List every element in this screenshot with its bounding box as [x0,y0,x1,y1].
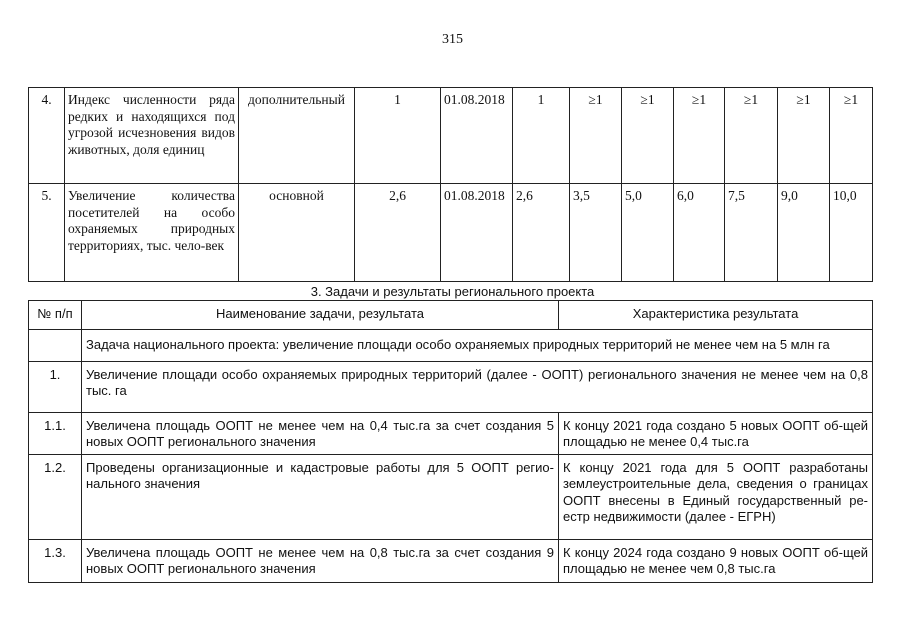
indicator-number: 5. [29,184,65,282]
indicator-value: ≥1 [622,88,674,184]
task-row [29,361,873,412]
indicator-value: ≥1 [725,88,778,184]
indicator-base-date: 01.08.2018 [441,88,513,184]
indicator-name: Индекс численности ряда редких и находящихся под угрозой исчезновения видов животных, доля единиц [65,88,239,184]
task-number: 1.3. [29,539,82,582]
header-characteristic: Характеристика результата [559,301,873,330]
indicator-row [29,88,873,184]
tasks-header-row [29,301,873,330]
national-task-text: Задача национального проекта: увеличение площади особо охраняемых природных территорий не менее чем на 5 млн га [82,330,873,362]
header-name: Наименование задачи, результата [82,301,559,330]
task-row [29,454,873,539]
indicator-type: дополнительный [239,88,355,184]
page-number: 315 [442,32,463,47]
indicator-value: ≥1 [830,88,873,184]
indicator-value: ≥1 [778,88,830,184]
task-row [29,412,873,454]
indicator-value: 7,5 [725,184,778,282]
indicator-value: 9,0 [778,184,830,282]
task-characteristic: К концу 2021 года создано 5 новых ООПТ об-щей площадью не менее 0,4 тыс.га [559,412,873,454]
national-task-row [29,330,873,362]
header-number: № п/п [29,301,82,330]
task-name: Увеличение площади особо охраняемых природных территорий (далее - ООПТ) регионального значения не менее чем на 0,8 тыс. га [82,361,873,412]
indicator-base-value: 2,6 [355,184,441,282]
task-name: Увеличена площадь ООПТ не менее чем на 0,8 тыс.га за счет создания 9 новых ООПТ регионального значения [82,539,559,582]
task-characteristic: К концу 2021 года для 5 ООПТ разработаны землеустроительные дела, сведения о границах ООПТ внесены в Единый государственный ре-естр недвижимости (далее - ЕГРН) [559,454,873,539]
indicator-value: 1 [513,88,570,184]
indicator-value: ≥1 [570,88,622,184]
task-row [29,539,873,582]
indicator-value: 5,0 [622,184,674,282]
indicator-value: 3,5 [570,184,622,282]
indicator-value: 10,0 [830,184,873,282]
indicator-value: ≥1 [674,88,725,184]
section-title: 3. Задачи и результаты регионального проекта [310,284,595,299]
task-number: 1.1. [29,412,82,454]
indicators-table [28,87,873,282]
national-task-number [29,330,82,362]
indicator-value: 6,0 [674,184,725,282]
task-name: Увеличена площадь ООПТ не менее чем на 0,4 тыс.га за счет создания 5 новых ООПТ регионального значения [82,412,559,454]
indicator-base-value: 1 [355,88,441,184]
indicator-row [29,184,873,282]
indicator-name: Увеличение количества посетителей на особо охраняемых природных территориях, тыс. чело-век [65,184,239,282]
task-name: Проведены организационные и кадастровые работы для 5 ООПТ регио-нального значения [82,454,559,539]
indicator-value: 2,6 [513,184,570,282]
indicator-type: основной [239,184,355,282]
task-characteristic: К концу 2024 года создано 9 новых ООПТ об-щей площадью не менее чем 0,8 тыс.га [559,539,873,582]
indicator-base-date: 01.08.2018 [441,184,513,282]
task-number: 1. [29,361,82,412]
indicator-number: 4. [29,88,65,184]
task-number: 1.2. [29,454,82,539]
tasks-table [28,300,873,583]
